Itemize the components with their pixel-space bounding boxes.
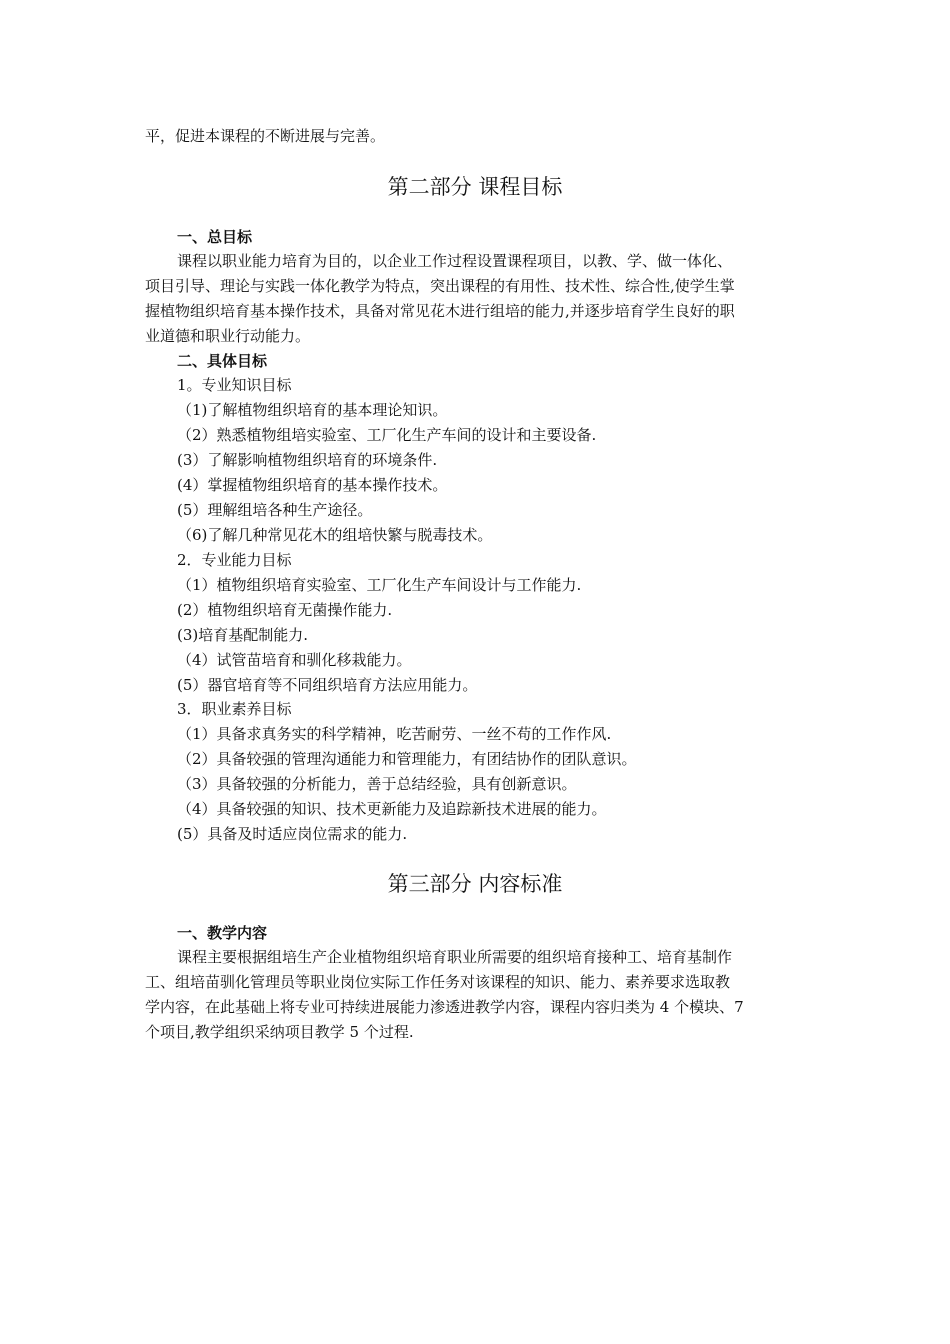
quality-goal-item: （3）具备较强的分析能力，善于总结经验，具有创新意识。 (177, 775, 577, 793)
quality-goal-item: (5）具备及时适应岗位需求的能力. (177, 825, 408, 843)
knowledge-goal-item: (3）了解影响植物组织培育的环境条件. (177, 451, 438, 469)
knowledge-goal-item: (4）掌握植物组织培育的基本操作技术。 (177, 476, 448, 494)
quality-goal-title: 3．职业素养目标 (177, 700, 292, 718)
quality-goal-item: （4）具备较强的知识、技术更新能力及追踪新技术进展的能力。 (177, 800, 607, 818)
quality-goal-item: （2）具备较强的管理沟通能力和管理能力，有团结协作的团队意识。 (177, 750, 637, 768)
overall-goal-heading: 一、总目标 (177, 228, 253, 246)
knowledge-goal-item: (5）理解组培各种生产途径。 (177, 501, 373, 519)
knowledge-goal-item: （6)了解几种常见花木的组培快繁与脱毒技术。 (177, 526, 493, 544)
ability-goal-item: （1）植物组织培育实验室、工厂化生产车间设计与工作能力. (177, 576, 582, 594)
ability-goal-item: (3)培育基配制能力. (177, 626, 309, 644)
teaching-content-line: 学内容，在此基础上将专业可持续进展能力渗透进教学内容，课程内容归类为 4 个模块、7 (145, 998, 744, 1016)
ability-goal-title: 2．专业能力目标 (177, 551, 292, 569)
ability-goal-item: (2）植物组织培育无菌操作能力. (177, 601, 393, 619)
knowledge-goal-item: （1)了解植物组织培育的基本理论知识。 (177, 401, 448, 419)
teaching-content-line: 课程主要根据组培生产企业植物组织培育职业所需要的组织培育接种工、培育基制作 (177, 948, 733, 966)
overall-goal-line: 课程以职业能力培育为目的，以企业工作过程设置课程项目，以教、学、做一体化、 (177, 252, 733, 270)
part-two-title: 第二部分 课程目标 (387, 175, 563, 199)
ability-goal-item: (5）器官培育等不同组织培育方法应用能力。 (177, 676, 478, 694)
specific-goal-heading: 二、具体目标 (177, 352, 268, 370)
ability-goal-item: （4）试管苗培育和驯化移栽能力。 (177, 651, 412, 669)
overall-goal-line: 业道德和职业行动能力。 (145, 327, 311, 345)
overall-goal-line: 项目引导、理论与实践一体化教学为特点，突出课程的有用性、技术性、综合性,使学生掌 (145, 277, 735, 295)
quality-goal-item: （1）具备求真务实的科学精神，吃苦耐劳、一丝不苟的工作作风. (177, 725, 612, 743)
teaching-content-line: 工、组培苗驯化管理员等职业岗位实际工作任务对该课程的知识、能力、素养要求选取教 (145, 973, 731, 991)
teaching-content-heading: 一、教学内容 (177, 924, 268, 942)
teaching-content-line: 个项目,教学组织采纳项目教学 5 个过程. (145, 1023, 414, 1041)
knowledge-goal-item: （2）熟悉植物组培实验室、工厂化生产车间的设计和主要设备. (177, 426, 597, 444)
part-three-title: 第三部分 内容标准 (387, 872, 563, 896)
continuation-line: 平，促进本课程的不断进展与完善。 (145, 127, 386, 145)
overall-goal-line: 握植物组织培育基本操作技术，具备对常见花木进行组培的能力,并逐步培育学生良好的职 (145, 302, 735, 320)
knowledge-goal-title: 1。专业知识目标 (177, 376, 292, 394)
